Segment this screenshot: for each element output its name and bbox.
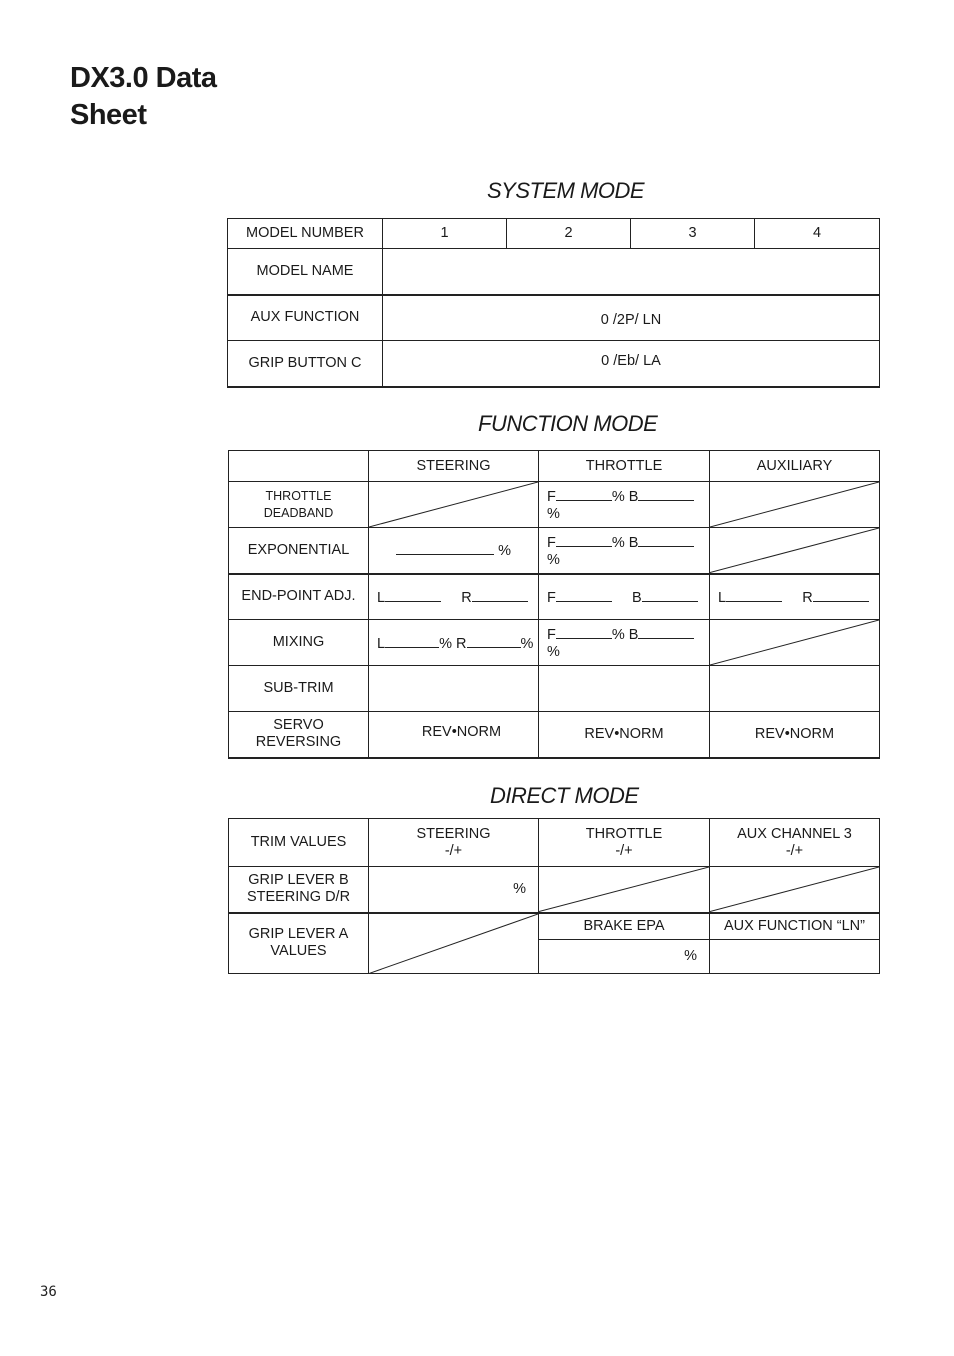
blank-f[interactable] (556, 532, 612, 547)
rev-norm-option[interactable]: REV•NORM (754, 725, 835, 742)
end-point-throttle[interactable] (539, 574, 710, 620)
percent-sign: % (439, 635, 452, 652)
letter-b: B (628, 489, 639, 505)
servo-reversing-label: SERVO REVERSING (229, 712, 369, 758)
letter-f: F (547, 534, 556, 551)
percent-sign: % (611, 534, 625, 551)
trim-steering-header (369, 819, 539, 867)
percent-sign: % (498, 543, 511, 560)
end-point-aux[interactable] (710, 574, 880, 620)
exponential-throttle[interactable] (539, 528, 710, 574)
grip-button-c-value (383, 341, 880, 387)
diagonal-strike (710, 867, 879, 912)
blank-r[interactable] (467, 633, 521, 648)
direct-mode-table (228, 818, 880, 974)
letter-r: R (461, 589, 472, 606)
function-mode-table (228, 450, 880, 759)
model-name-row (228, 249, 880, 295)
blank-f[interactable] (556, 587, 612, 602)
percent-sign: % (547, 644, 560, 660)
sub-trim-label: SUB-TRIM (229, 666, 369, 712)
trim-throttle-minus-plus: -/+ (615, 842, 633, 859)
trim-steering-label: STEERING (416, 825, 491, 842)
col-steering: STEERING (369, 451, 539, 482)
mixing-throttle[interactable] (539, 620, 710, 666)
percent-sign: % (547, 506, 560, 522)
diagonal-strike (539, 867, 709, 912)
col-auxiliary: AUXILIARY (710, 451, 880, 482)
function-mode-title: FUNCTION MODE (478, 411, 658, 436)
mixing-row (229, 620, 880, 666)
blank-l[interactable] (385, 587, 441, 602)
mixing-steering[interactable] (369, 620, 539, 666)
trim-throttle-label: THROTTLE (585, 825, 663, 842)
model-number-1: 1 (383, 219, 507, 249)
trim-steering-minus-plus: -/+ (444, 842, 463, 859)
mixing-aux-na (710, 620, 880, 666)
blank-exponential[interactable] (396, 540, 494, 555)
diagonal-strike (710, 528, 879, 573)
grip-lever-a-line1: GRIP LEVER A (248, 926, 349, 943)
exponential-label: EXPONENTIAL (229, 528, 369, 574)
grip-button-c-label: GRIP BUTTON C (228, 341, 383, 387)
diagonal-strike (710, 620, 879, 665)
blank-l[interactable] (726, 587, 782, 602)
trim-aux-minus-plus: -/+ (785, 842, 804, 859)
grip-button-c-options: 0 /Eb/ LA (601, 352, 661, 369)
end-point-label: END-POINT ADJ. (229, 574, 369, 620)
letter-f: F (547, 489, 556, 505)
letter-b: B (632, 589, 642, 606)
mixing-label: MIXING (229, 620, 369, 666)
model-number-3: 3 (631, 219, 755, 249)
model-number-4: 4 (755, 219, 880, 249)
servo-reversing-throttle[interactable] (539, 712, 710, 758)
grip-button-c-row (228, 341, 880, 387)
trim-throttle-header (539, 819, 710, 867)
trim-aux-label: AUX CHANNEL 3 (737, 825, 852, 842)
function-corner-cell (229, 451, 369, 482)
blank-r[interactable] (472, 587, 528, 602)
page-number: 36 (40, 1284, 57, 1300)
servo-reversing-aux[interactable] (710, 712, 880, 758)
letter-f: F (547, 589, 556, 606)
percent-sign: % (611, 627, 625, 643)
grip-lever-b-label (229, 867, 369, 913)
page-title-line2: Sheet (70, 99, 147, 131)
exponential-row (229, 528, 880, 574)
aux-function-label: AUX FUNCTION (228, 295, 383, 341)
letter-r: R (456, 635, 467, 652)
throttle-deadband-steering-na (369, 482, 539, 528)
percent-sign: % (513, 880, 526, 897)
sub-trim-aux[interactable] (710, 666, 880, 712)
diagonal-strike (710, 482, 879, 527)
letter-b: B (628, 534, 639, 551)
trim-values-row (229, 819, 880, 867)
end-point-row (229, 574, 880, 620)
end-point-steering[interactable] (369, 574, 539, 620)
function-header-row (229, 451, 880, 482)
grip-lever-a-label (229, 913, 369, 974)
letter-r: R (802, 589, 813, 606)
grip-lever-b-line2: STEERING D/R (246, 889, 351, 906)
model-number-row (228, 219, 880, 249)
sub-trim-row (229, 666, 880, 712)
letter-l: L (377, 589, 386, 606)
aux-function-ln-value[interactable] (710, 940, 880, 974)
model-number-2: 2 (507, 219, 631, 249)
brake-epa-value[interactable] (539, 940, 710, 974)
throttle-deadband-aux-na (710, 482, 880, 528)
exponential-steering[interactable] (369, 528, 539, 574)
servo-reversing-steering[interactable] (369, 712, 539, 758)
grip-lever-a-steering-na (369, 913, 539, 974)
blank-f[interactable] (556, 624, 612, 639)
blank-b[interactable] (638, 624, 694, 639)
throttle-deadband-label: THROTTLE DEADBAND (229, 482, 369, 528)
percent-sign: % (611, 489, 625, 505)
blank-f[interactable] (556, 486, 612, 501)
direct-mode-title: DIRECT MODE (490, 783, 639, 808)
letter-l: L (377, 635, 386, 652)
blank-r[interactable] (813, 587, 869, 602)
system-mode-table (227, 218, 880, 388)
trim-values-label: TRIM VALUES (229, 819, 369, 867)
diagonal-strike (369, 482, 538, 527)
sub-trim-throttle[interactable] (539, 666, 710, 712)
page-title (70, 60, 217, 134)
throttle-deadband-throttle[interactable] (539, 482, 710, 528)
trim-aux-header (710, 819, 880, 867)
exponential-aux-na (710, 528, 880, 574)
percent-sign: % (547, 551, 560, 568)
aux-function-options: 0 /2P/ LN (600, 312, 662, 329)
col-throttle: THROTTLE (539, 451, 710, 482)
blank-b[interactable] (642, 587, 698, 602)
brake-epa-label: BRAKE EPA (539, 913, 710, 940)
servo-reversing-row (229, 712, 880, 758)
blank-b[interactable] (638, 486, 694, 501)
grip-lever-b-throttle-na (539, 867, 710, 913)
model-name-field[interactable] (383, 249, 880, 295)
model-number-label: MODEL NUMBER (228, 219, 383, 249)
blank-b[interactable] (638, 532, 694, 547)
letter-f: F (547, 627, 556, 643)
diagonal-strike (369, 914, 538, 974)
rev-norm-option[interactable]: REV•NORM (584, 725, 664, 742)
rev-norm-option[interactable]: REV•NORM (421, 723, 502, 740)
model-name-label: MODEL NAME (228, 249, 383, 295)
blank-l[interactable] (385, 633, 439, 648)
grip-lever-b-aux-na (710, 867, 880, 913)
aux-function-row (228, 295, 880, 341)
system-mode-title: SYSTEM MODE (487, 178, 645, 203)
grip-lever-a-row (229, 913, 880, 940)
letter-l: L (718, 589, 727, 606)
grip-lever-b-steering[interactable] (369, 867, 539, 913)
throttle-deadband-row (229, 482, 880, 528)
aux-function-value (383, 295, 880, 341)
grip-lever-b-row (229, 867, 880, 913)
percent-sign: % (520, 635, 534, 652)
percent-sign: % (684, 948, 697, 964)
page-title-line1: DX3.0 Data (70, 62, 217, 94)
aux-function-ln-label: AUX FUNCTION “LN” (710, 913, 880, 940)
sub-trim-steering[interactable] (369, 666, 539, 712)
grip-lever-a-line2: VALUES (270, 943, 327, 960)
grip-lever-b-line1: GRIP LEVER B (248, 872, 349, 889)
letter-b: B (628, 627, 639, 643)
